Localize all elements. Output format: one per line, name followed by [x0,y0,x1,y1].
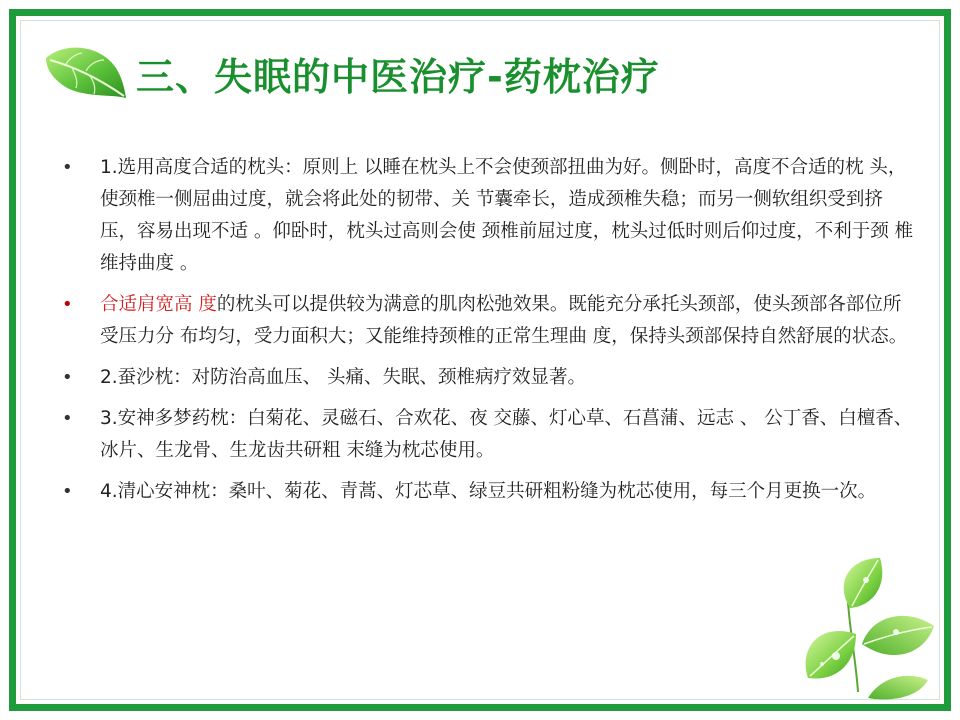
bullet-item [60,476,916,508]
green-leaf-icon [42,40,128,106]
bullet-text: 2.蚕沙枕：对防治高血压、 头痛、失眠、颈椎病疗效显著。 [100,367,587,388]
bullet-marker: • [62,481,73,502]
bullet-marker: • [62,408,73,429]
bullet-text: 1.选用高度合适的枕头：原则上 以睡在枕头上不会使颈部扭曲为好。侧卧时，高度不合适的枕 头，使颈椎一侧屈曲过度，就会将此处的韧带、关 节囊牵长，造成颈椎失稳；而另一侧软组织受到挤 压，容易出现不适 。仰卧时，枕头过高则会使 颈椎前屈过度，枕头过低时则后仰过度，不利于颈 椎维持曲度 。 [100,157,914,274]
green-leaves-decoration [738,552,938,700]
bullet-item [60,362,916,394]
bullet-text: 4.清心安神枕：桑叶、菊花、青蒿、灯芯草、绿豆共研粗粉缝为枕芯使用，每三个月更换一次。 [100,481,877,502]
bullet-item [60,289,916,353]
bullet-item [60,152,916,280]
highlight-text: 合适肩宽高 度 [100,294,217,315]
bullet-list [60,152,916,517]
slide-title: 三、失眠的中医治疗-药枕治疗 [136,55,660,99]
bullet-text: 的枕头可以提供较为满意的肌肉松弛效果。既能充分承托头颈部，使头颈部各部位所受压力分 布均匀，受力面积大；又能维持颈椎的正常生理曲 度，保持头颈部保持自然舒展的状态。 [100,294,908,347]
bullet-marker: • [62,367,73,388]
bullet-item [60,403,916,467]
bullet-marker: • [62,157,73,178]
bullet-marker: • [62,294,73,315]
bullet-text: 3.安神多梦药枕：白菊花、灵磁石、合欢花、夜 交藤、灯心草、石菖蒲、远志 、 公丁香、白檀香、冰片、生龙骨、生龙齿共研粗 末缝为枕芯使用。 [100,408,913,461]
